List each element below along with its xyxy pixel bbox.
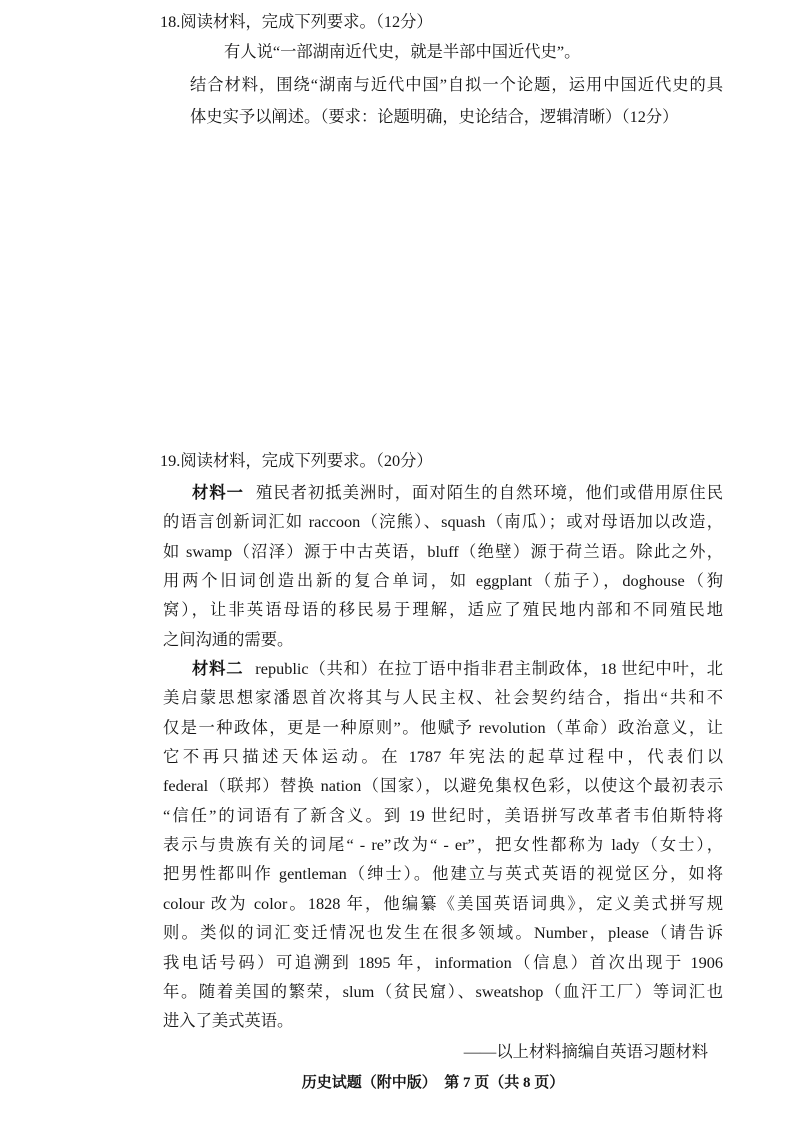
prompt-line: 体史实予以阐述。（要求：论题明确，史论结合，逻辑清晰）（12分）: [190, 107, 679, 126]
material-1-line: 如 swamp（沼泽）源于中古英语，bluff（绝壁）源于荷兰语。除此之外，: [163, 541, 723, 561]
question-18-quote: 有人说“一部湖南近代史，就是半部中国近代史”。: [224, 42, 581, 61]
material-source: ——以上材料摘编自英语习题材料: [463, 1042, 708, 1061]
material-2-line: 把男性都叫作 gentleman（绅士）。他建立与英式英语的视觉区分，如将: [163, 864, 723, 884]
material-2-line: 则。类似的词汇变迁情况也发生在很多领域。Number，please（请告诉: [163, 923, 723, 943]
material-1-text: 殖民者初抵美洲时，面对陌生的自然环境，他们或借用原住民: [256, 483, 723, 502]
material-2-line: federal（联邦）替换 nation（国家），以避免集权色彩，以使这个最初表示: [163, 776, 723, 796]
material-2-line: 我电话号码）可追溯到 1895 年，information（信息）首次出现于 1906: [163, 952, 723, 972]
material-2-line: 仅是一种政体，更是一种原则”。他赋予 revolution（革命）政治意义，让: [163, 717, 723, 737]
question-19-title: 19.阅读材料，完成下列要求。（20分）: [160, 451, 433, 470]
material-2-line: 表示与贵族有关的词尾“ - re”改为“ - er”，把女性都称为 lady（女士），: [163, 835, 723, 855]
material-2-line: “信任”的词语有了新含义。到 19 世纪时，美语拼写改革者韦伯斯特将: [163, 805, 723, 825]
material-1-line: 之间沟通的需要。: [163, 629, 294, 649]
material-2-line: 它不再只描述天体运动。在 1787 年宪法的起草过程中，代表们以: [163, 747, 723, 767]
material-2-label: 材料二: [192, 659, 244, 679]
material-1-line: 的语言创新词汇如 raccoon（浣熊）、squash（南瓜）；或对母语加以改造，: [163, 512, 723, 532]
material-1-line: [163, 478, 723, 507]
prompt-line: 结合材料，围绕“湖南与近代中国”自拟一个论题，运用中国近代史的具: [190, 75, 723, 94]
material-2-text: republic（共和）在拉丁语中指非君主制政体，18 世纪中叶，北: [255, 659, 723, 679]
material-2-line: 年。随着美国的繁荣，slum（贫民窟）、sweatshop（血汗工厂）等词汇也: [163, 981, 723, 1001]
material-2-line: 美启蒙思想家潘恩首次将其与人民主权、社会契约结合，指出“共和不: [163, 688, 723, 708]
question-19-materials: [163, 478, 723, 1036]
question-18-title: 18.阅读材料，完成下列要求。（12分）: [160, 12, 433, 31]
page-footer: 历史试题（附中版） 第 7 页（共 8 页）: [301, 1075, 565, 1091]
material-2-line: [163, 654, 723, 683]
question-18-prompt: [190, 69, 723, 133]
material-2-line: 进入了美式英语。: [163, 1011, 294, 1031]
material-2-line: colour 改为 color。1828 年，他编纂《美国英语词典》，定义美式拼写规: [163, 893, 723, 913]
material-1-label: 材料一: [192, 483, 245, 502]
material-1-line: 窝），让非英语母语的移民易于理解，适应了殖民地内部和不同殖民地: [163, 600, 723, 620]
material-1-line: 用两个旧词创造出新的复合单词，如 eggplant（茄子），doghouse（狗: [163, 571, 723, 591]
